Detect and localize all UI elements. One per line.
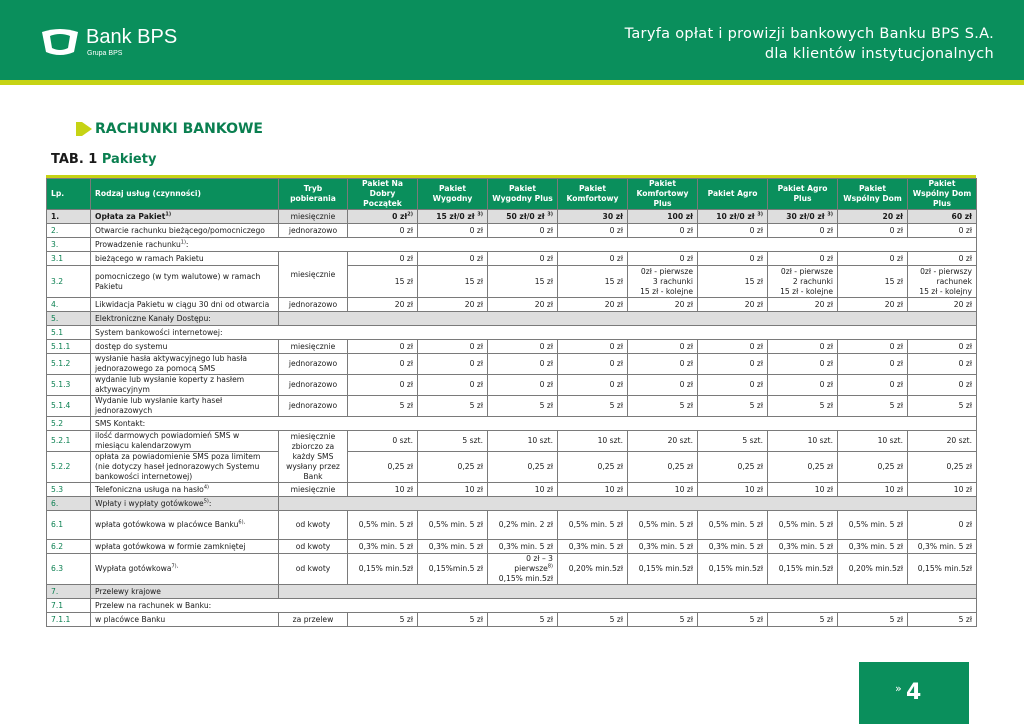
- footnote-ref: 3): [827, 210, 833, 217]
- cell-value: 0 zł: [488, 252, 558, 266]
- cell-value: 0,5% min. 5 zł: [418, 511, 488, 540]
- fees-table: [46, 178, 977, 627]
- cell-value: 0,25 zł: [768, 452, 838, 483]
- cell-value: [908, 266, 977, 298]
- table-row: [47, 238, 977, 252]
- cell-value: 0,15%min.5 zł: [418, 554, 488, 585]
- cell-value: 5 zł: [628, 396, 698, 417]
- cell-value: 10 zł: [628, 483, 698, 497]
- cell-value: 0 zł: [838, 340, 908, 354]
- cell-value: 5 zł: [488, 396, 558, 417]
- cell-line: 0 zł – 3: [526, 554, 553, 563]
- cell-value: 0 zł: [838, 252, 908, 266]
- cell-value: 15 zł: [488, 266, 558, 298]
- cell-lp: 5.2.1: [47, 431, 91, 452]
- cell-service-tail: :: [208, 498, 212, 508]
- cell-value: 0,2% min. 2 zł: [488, 511, 558, 540]
- cell-value: 0,3% min. 5 zł: [418, 540, 488, 554]
- page-number: 4: [906, 680, 922, 705]
- cell-value: [628, 266, 698, 298]
- cell-value: 0,25 zł: [488, 452, 558, 483]
- table-row: [47, 599, 977, 613]
- cell-lp: 7.1: [47, 599, 91, 613]
- cell-value: [488, 210, 558, 224]
- cell-value: 0 zł: [768, 340, 838, 354]
- page-header: [0, 0, 1024, 80]
- section-arrow-icon: [76, 122, 92, 136]
- cell-service-text: Telefoniczna usługa na hasło: [95, 484, 204, 494]
- cell-service: Likwidacja Pakietu w ciągu 30 dni od otwarcia: [91, 298, 279, 312]
- cell-value: 0,15% min.5zł: [628, 554, 698, 585]
- cell-value: 0 zł: [348, 354, 418, 375]
- header-lp: Lp.: [47, 179, 91, 210]
- cell-value-text: 15 zł/0 zł: [436, 211, 475, 221]
- cell-value: 0,15% min.5zł: [348, 554, 418, 585]
- cell-value: 0 zł: [558, 354, 628, 375]
- header-package: Pakiet Wspólny Dom Plus: [908, 179, 977, 210]
- cell-value: [768, 210, 838, 224]
- cell-value: 0,3% min. 5 zł: [488, 540, 558, 554]
- cell-value: 5 zł: [698, 613, 768, 627]
- header-package: Pakiet Wygodny Plus: [488, 179, 558, 210]
- cell-value: 0 zł: [628, 340, 698, 354]
- cell-lp: 5.: [47, 312, 91, 326]
- cell-service: Otwarcie rachunku bieżącego/pomocniczego: [91, 224, 279, 238]
- cell-value: 0,15% min.5zł: [768, 554, 838, 585]
- cell-value: 20 zł: [838, 298, 908, 312]
- cell-service: Wydanie lub wysłanie karty haseł jednorazowych: [91, 396, 279, 417]
- cell-value: 15 zł: [558, 266, 628, 298]
- cell-service: w placówce Banku: [91, 613, 279, 627]
- cell-line-text: pierwsze: [514, 564, 548, 573]
- cell-value: 10 zł: [908, 483, 977, 497]
- header-package: Pakiet Komfortowy Plus: [628, 179, 698, 210]
- cell-lp: 3.: [47, 238, 91, 252]
- cell-value: 10 zł: [488, 483, 558, 497]
- cell-service: Przelewy krajowe: [91, 585, 279, 599]
- cell-line: 0zł - pierwszy: [920, 266, 972, 276]
- cell-value: 0 zł: [488, 340, 558, 354]
- cell-value: 0 szt.: [348, 431, 418, 452]
- header-package: Pakiet Agro Plus: [768, 179, 838, 210]
- header-service: Rodzaj usług (czynności): [91, 179, 279, 210]
- cell-value: 10 zł: [558, 483, 628, 497]
- cell-mode: od kwoty: [279, 540, 348, 554]
- cell-lp: 2.: [47, 224, 91, 238]
- cell-value: 0 zł: [768, 252, 838, 266]
- table-row: [47, 375, 977, 396]
- cell-value: 0 zł: [698, 252, 768, 266]
- cell-value: 20 zł: [628, 298, 698, 312]
- cell-lp: 5.2: [47, 417, 91, 431]
- cell-line: rachunek: [936, 276, 972, 286]
- cell-value: 0 zł: [628, 375, 698, 396]
- cell-value: 0,5% min. 5 zł: [628, 511, 698, 540]
- cell-value: 5 zł: [768, 613, 838, 627]
- cell-value: 0 zł: [908, 354, 977, 375]
- cell-value-text: 0 zł: [392, 211, 408, 221]
- cell-value: 30 zł: [558, 210, 628, 224]
- cell-service: ilość darmowych powiadomień SMS w miesiącu kalendarzowym: [91, 431, 279, 452]
- cell-value: 0,3% min. 5 zł: [698, 540, 768, 554]
- cell-value: 0,25 zł: [628, 452, 698, 483]
- cell-mode: jednorazowo: [279, 396, 348, 417]
- cell-value: 0 zł: [838, 375, 908, 396]
- cell-value: 0,5% min. 5 zł: [698, 511, 768, 540]
- cell-value: 5 zł: [348, 396, 418, 417]
- cell-line: 0zł - pierwsze: [640, 266, 693, 276]
- cell-value: 0 zł: [768, 224, 838, 238]
- table-title: [51, 152, 156, 167]
- cell-value: 0 zł: [698, 224, 768, 238]
- cell-value: 0 zł: [348, 252, 418, 266]
- cell-value: 0,5% min. 5 zł: [768, 511, 838, 540]
- cell-value: 5 zł: [418, 396, 488, 417]
- document-title-line1: Taryfa opłat i prowizji bankowych Banku BPS S.A.: [624, 26, 994, 42]
- table-section-row: [47, 312, 977, 326]
- cell-value: 0,3% min. 5 zł: [348, 540, 418, 554]
- cell-mode: miesięcznie: [279, 483, 348, 497]
- cell-service: wysłanie hasła aktywacyjnego lub hasła jednorazowego za pomocą SMS: [91, 354, 279, 375]
- cell-service-text: Wpłaty i wypłaty gotówkowe: [95, 498, 204, 508]
- cell-line: 15 zł - kolejne: [640, 286, 693, 296]
- cell-lp: 3.2: [47, 266, 91, 298]
- cell-value: 0 zł: [838, 224, 908, 238]
- document-title-line2: dla klientów instytucjonalnych: [764, 46, 994, 62]
- cell-lp: 6.1: [47, 511, 91, 540]
- cell-value: 0 zł: [908, 340, 977, 354]
- cell-lp: 3.1: [47, 252, 91, 266]
- table-row: [47, 340, 977, 354]
- section-title: RACHUNKI BANKOWE: [95, 121, 263, 137]
- table-row: [47, 210, 977, 224]
- cell-value: 0 zł: [908, 252, 977, 266]
- footnote-ref: 7),: [171, 563, 179, 570]
- cell-service: wydanie lub wysłanie koperty z hasłem aktywacyjnym: [91, 375, 279, 396]
- cell-value: 5 zł: [908, 613, 977, 627]
- cell-value: 15 zł: [418, 266, 488, 298]
- cell-value: 0 zł: [628, 252, 698, 266]
- cell-value: 5 zł: [768, 396, 838, 417]
- cell-value: 5 szt.: [418, 431, 488, 452]
- cell-value: 20 zł: [418, 298, 488, 312]
- cell-mode: jednorazowo: [279, 375, 348, 396]
- cell-value: 0 zł: [908, 511, 977, 540]
- cell-value: 5 zł: [348, 613, 418, 627]
- cell-value: [418, 210, 488, 224]
- cell-mode: miesięcznie zbiorczo za każdy SMS wysłany przez Bank: [279, 431, 348, 483]
- cell-value: 0,25 zł: [908, 452, 977, 483]
- cell-value: 0 zł: [628, 354, 698, 375]
- footnote-ref: 1): [165, 210, 172, 217]
- cell-value: 5 zł: [418, 613, 488, 627]
- cell-mode: jednorazowo: [279, 298, 348, 312]
- cell-value: 0,5% min. 5 zł: [838, 511, 908, 540]
- cell-service: [91, 210, 279, 224]
- cell-value: 20 zł: [488, 298, 558, 312]
- cell-value: [348, 210, 418, 224]
- cell-value: [488, 554, 558, 585]
- table-row: [47, 540, 977, 554]
- header-accent-strip: [0, 80, 1024, 85]
- document-title: [625, 24, 994, 64]
- table-row: [47, 554, 977, 585]
- table-row: [47, 511, 977, 540]
- cell-value: 10 szt.: [768, 431, 838, 452]
- cell-value: 0,3% min. 5 zł: [628, 540, 698, 554]
- cell-value: 20 szt.: [628, 431, 698, 452]
- cell-value: 0 zł: [558, 224, 628, 238]
- cell-value: 0 zł: [908, 375, 977, 396]
- cell-value: 5 szt.: [698, 431, 768, 452]
- table-number: TAB. 1: [51, 152, 98, 167]
- footnote-ref: 3): [757, 210, 763, 217]
- cell-value: 0,25 zł: [838, 452, 908, 483]
- table-row: [47, 266, 977, 298]
- cell-lp: 5.1: [47, 326, 91, 340]
- cell-value: 0 zł: [558, 340, 628, 354]
- cell-line: 0,15% min.5zł: [498, 574, 553, 583]
- cell-value: 5 zł: [628, 613, 698, 627]
- cell-service-text: wpłata gotówkowa w placówce Banku: [95, 520, 239, 529]
- table-row: [47, 354, 977, 375]
- cell-value: 0 zł: [698, 340, 768, 354]
- table-row: [47, 452, 977, 483]
- cell-service: Przelew na rachunek w Banku:: [91, 599, 977, 613]
- cell-value: 5 zł: [908, 396, 977, 417]
- cell-value: [698, 210, 768, 224]
- footnote-ref: 2): [407, 210, 413, 217]
- cell-value: 0 zł: [768, 354, 838, 375]
- cell-lp: 5.1.2: [47, 354, 91, 375]
- cell-value: 0 zł: [768, 375, 838, 396]
- cell-value: 0 zł: [418, 224, 488, 238]
- header-package: Pakiet Wygodny: [418, 179, 488, 210]
- cell-value-text: 30 zł/0 zł: [786, 211, 825, 221]
- cell-line: 15 zł - kolejne: [780, 286, 833, 296]
- table-section-row: [47, 497, 977, 511]
- cell-value: 0 zł: [418, 340, 488, 354]
- cell-lp: 6.2: [47, 540, 91, 554]
- cell-value: 20 zł: [838, 210, 908, 224]
- footnote-ref: 3): [477, 210, 483, 217]
- cell-value: 0,3% min. 5 zł: [908, 540, 977, 554]
- bank-logo-icon: [38, 26, 82, 58]
- footnote-ref: 8): [547, 563, 553, 570]
- cell-line: 0zł - pierwsze: [780, 266, 833, 276]
- cell-value: 10 zł: [768, 483, 838, 497]
- cell-value: 0 zł: [558, 375, 628, 396]
- cell-value: 0,3% min. 5 zł: [768, 540, 838, 554]
- cell-value: 10 zł: [418, 483, 488, 497]
- cell-lp: 6.3: [47, 554, 91, 585]
- cell-value: 0 zł: [838, 354, 908, 375]
- cell-value: 15 zł: [698, 266, 768, 298]
- cell-lp: 5.2.2: [47, 452, 91, 483]
- cell-value: 0,25 zł: [698, 452, 768, 483]
- cell-lp: 6.: [47, 497, 91, 511]
- table-row: [47, 396, 977, 417]
- cell-line: 2 rachunki: [792, 276, 833, 286]
- table-row: [47, 417, 977, 431]
- header-mode: Tryb pobierania: [279, 179, 348, 210]
- table-row: [47, 483, 977, 497]
- cell-value: 0 zł: [558, 252, 628, 266]
- cell-value-text: 50 zł/0 zł: [506, 211, 545, 221]
- cell-lp: 7.: [47, 585, 91, 599]
- page-arrow-icon: »: [895, 682, 902, 695]
- cell-value: 10 zł: [348, 483, 418, 497]
- cell-value: [768, 266, 838, 298]
- cell-mode: za przelew: [279, 613, 348, 627]
- cell-value: 0 zł: [418, 354, 488, 375]
- cell-service-text: Wypłata gotówkowa: [95, 564, 172, 573]
- footnote-ref: 1): [180, 238, 186, 245]
- cell-value: 0 zł: [488, 375, 558, 396]
- cell-value: 0 zł: [418, 375, 488, 396]
- cell-value: 10 zł: [838, 483, 908, 497]
- cell-value: 0,25 zł: [348, 452, 418, 483]
- cell-value: 0 zł: [698, 354, 768, 375]
- table-row: [47, 326, 977, 340]
- footnote-ref: 6),: [238, 519, 246, 526]
- cell-mode: jednorazowo: [279, 224, 348, 238]
- header-package: Pakiet Na Dobry Początek: [348, 179, 418, 210]
- header-package: Pakiet Komfortowy: [558, 179, 628, 210]
- cell-empty: [279, 312, 977, 326]
- table-section-row: [47, 585, 977, 599]
- cell-value: 10 szt.: [488, 431, 558, 452]
- table-row: [47, 613, 977, 627]
- cell-service: [91, 554, 279, 585]
- cell-value: 0 zł: [628, 224, 698, 238]
- cell-value: 5 zł: [838, 613, 908, 627]
- cell-line: 3 rachunki: [652, 276, 693, 286]
- cell-service-text: Prowadzenie rachunku: [95, 239, 181, 249]
- cell-service: Elektroniczne Kanały Dostępu:: [91, 312, 279, 326]
- cell-value: 0 zł: [908, 224, 977, 238]
- table-name: Pakiety: [101, 152, 157, 167]
- bank-name: Bank BPS: [86, 26, 178, 48]
- cell-value: 0 zł: [348, 340, 418, 354]
- cell-value: 5 zł: [838, 396, 908, 417]
- cell-value: 0 zł: [488, 354, 558, 375]
- cell-mode: miesięcznie: [279, 210, 348, 224]
- cell-value: 0,25 zł: [418, 452, 488, 483]
- cell-value: 0,3% min. 5 zł: [838, 540, 908, 554]
- cell-service: [91, 497, 279, 511]
- table-row: [47, 298, 977, 312]
- cell-service-text: Opłata za Pakiet: [95, 211, 166, 221]
- table-row: [47, 224, 977, 238]
- cell-value: 0,5% min. 5 zł: [558, 511, 628, 540]
- table-header-row: [47, 179, 977, 210]
- cell-value: 10 szt.: [838, 431, 908, 452]
- cell-line: 15 zł - kolejny: [919, 286, 972, 296]
- cell-service: opłata za powiadomienie SMS poza limitem (nie dotyczy haseł jednorazowych Systemu bankowości internetowej): [91, 452, 279, 483]
- cell-value: 20 zł: [348, 298, 418, 312]
- cell-service: SMS Kontakt:: [91, 417, 977, 431]
- cell-value: 15 zł: [348, 266, 418, 298]
- cell-value-text: 10 zł/0 zł: [716, 211, 755, 221]
- cell-value: 60 zł: [908, 210, 977, 224]
- cell-value: 0,25 zł: [558, 452, 628, 483]
- table-row: [47, 252, 977, 266]
- cell-value: 100 zł: [628, 210, 698, 224]
- cell-value: 0 zł: [348, 224, 418, 238]
- cell-value: 5 zł: [698, 396, 768, 417]
- cell-lp: 1.: [47, 210, 91, 224]
- cell-value: 10 szt.: [558, 431, 628, 452]
- cell-service: [91, 483, 279, 497]
- cell-value: 5 zł: [488, 613, 558, 627]
- cell-lp: 5.1.4: [47, 396, 91, 417]
- cell-line: [492, 564, 553, 574]
- footnote-ref: 3): [547, 210, 553, 217]
- cell-value: 0,3% min. 5 zł: [558, 540, 628, 554]
- cell-value: 20 zł: [908, 298, 977, 312]
- cell-value: 20 zł: [698, 298, 768, 312]
- cell-lp: 5.1.3: [47, 375, 91, 396]
- cell-lp: 5.1.1: [47, 340, 91, 354]
- header-package: Pakiet Agro: [698, 179, 768, 210]
- cell-value: 0,15% min.5zł: [908, 554, 977, 585]
- header-package: Pakiet Wspólny Dom: [838, 179, 908, 210]
- cell-value: 0 zł: [348, 375, 418, 396]
- cell-service: pomocniczego (w tym walutowe) w ramach Pakietu: [91, 266, 279, 298]
- cell-value: 10 zł: [698, 483, 768, 497]
- cell-value: 0,20% min.5zł: [838, 554, 908, 585]
- cell-value: 20 zł: [768, 298, 838, 312]
- cell-mode: od kwoty: [279, 554, 348, 585]
- cell-empty: [279, 585, 977, 599]
- cell-value: 0 zł: [418, 252, 488, 266]
- cell-mode: od kwoty: [279, 511, 348, 540]
- bank-subtitle: Grupa BPS: [87, 50, 123, 57]
- cell-empty: [279, 497, 977, 511]
- cell-value: 0 zł: [488, 224, 558, 238]
- table-row: [47, 431, 977, 452]
- footnote-ref: 4): [203, 483, 209, 490]
- cell-service: wpłata gotówkowa w formie zamkniętej: [91, 540, 279, 554]
- cell-service: bieżącego w ramach Pakietu: [91, 252, 279, 266]
- cell-service: [91, 238, 977, 252]
- cell-service: [91, 511, 279, 540]
- cell-value: 15 zł: [838, 266, 908, 298]
- cell-value: 0,5% min. 5 zł: [348, 511, 418, 540]
- cell-mode: jednorazowo: [279, 354, 348, 375]
- cell-value: 0,15% min.5zł: [698, 554, 768, 585]
- cell-mode: miesięcznie: [279, 340, 348, 354]
- cell-value: 20 zł: [558, 298, 628, 312]
- cell-service: System bankowości internetowej:: [91, 326, 977, 340]
- cell-lp: 5.3: [47, 483, 91, 497]
- cell-value: 0,20% min.5zł: [558, 554, 628, 585]
- cell-lp: 7.1.1: [47, 613, 91, 627]
- cell-lp: 4.: [47, 298, 91, 312]
- cell-service-tail: :: [185, 239, 189, 249]
- cell-value: 0 zł: [698, 375, 768, 396]
- cell-value: 5 zł: [558, 613, 628, 627]
- footnote-ref: 5): [203, 497, 209, 504]
- cell-service: dostęp do systemu: [91, 340, 279, 354]
- cell-mode: miesięcznie: [279, 252, 348, 298]
- cell-value: 5 zł: [558, 396, 628, 417]
- cell-value: 20 szt.: [908, 431, 977, 452]
